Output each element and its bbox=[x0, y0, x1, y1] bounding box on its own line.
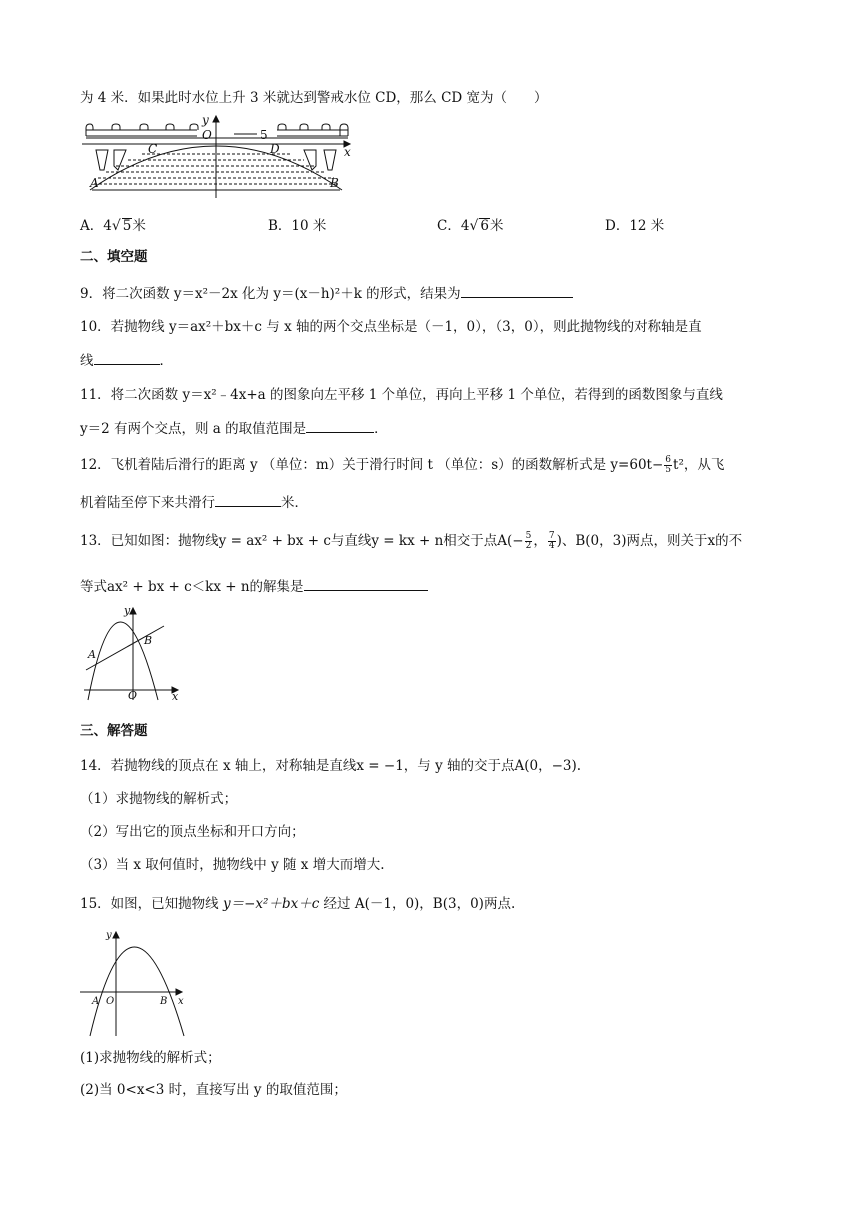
q8-option-d: D．12 米 bbox=[605, 218, 665, 234]
bridge-label-b: B bbox=[330, 176, 339, 190]
q10-line2: 线 ． bbox=[80, 350, 173, 371]
q11-line1: 11．将二次函数 y＝x²﹣4x+a 的图象向左平移 1 个单位，再向上平移 1 个单位，若得到的函数图象与直线 bbox=[80, 387, 723, 403]
q10-line1: 10．若抛物线 y＝ax²＋bx＋c 与 x 轴的两个交点坐标是（－1，0），（3，0），则此抛物线的对称轴是直 bbox=[80, 319, 702, 335]
bridge-label-a: A bbox=[90, 176, 99, 190]
q8-text: 为 4 米．如果此时水位上升 3 米就达到警戒水位 CD，那么 CD 宽为（ ） bbox=[80, 90, 548, 106]
q8-option-a: A．4√ 5米 bbox=[80, 218, 146, 234]
q13-graph-figure bbox=[84, 604, 184, 703]
bridge-figure bbox=[82, 112, 357, 198]
section-solution-heading: 三、解答题 bbox=[80, 723, 148, 739]
q9-text: 9．将二次函数 y＝x²－2x 化为 y＝(x－h)²＋k 的形式，结果为 bbox=[80, 283, 573, 304]
q13-label-o: O bbox=[128, 689, 138, 702]
q13-line1: 13．已知如图：抛物线y = ax² + bx + c与直线y = kx + n相交于点A(− $\frac{5}{2}$ ， $\frac{7}{4}$ )、B(0，3)两点，则关于x的不 bbox=[80, 531, 743, 551]
q11-line2: y＝2 有两个交点，则 a 的取值范围是 ． bbox=[80, 418, 388, 439]
q15-label-b: B bbox=[160, 996, 168, 1007]
q14-part2: （2）写出它的顶点坐标和开口方向； bbox=[80, 824, 305, 840]
q12-line2: 机着陆至停下来共滑行 米． bbox=[80, 492, 308, 513]
q13-label-y: y bbox=[124, 604, 131, 617]
q13-answer-blank bbox=[304, 576, 428, 591]
q15-part1: (1)求抛物线的解析式； bbox=[80, 1050, 221, 1066]
q8-option-c: C．4√ 6米 bbox=[437, 218, 504, 234]
q9-answer-blank bbox=[461, 283, 573, 298]
bridge-label-c: C bbox=[148, 142, 158, 156]
bridge-label-y: y bbox=[202, 113, 209, 127]
q14-part3: （3）当 x 取何值时，抛物线中 y 随 x 增大而增大. bbox=[80, 857, 385, 873]
q12-answer-blank bbox=[215, 492, 281, 507]
bridge-label-d: D bbox=[270, 142, 280, 156]
q14-part1: （1）求抛物线的解析式； bbox=[80, 791, 238, 807]
q15-label-o: O bbox=[106, 996, 115, 1007]
q15-graph-figure bbox=[80, 928, 190, 1036]
bridge-label-o: O bbox=[202, 128, 212, 142]
q13-label-b: B bbox=[144, 634, 153, 647]
q15-stem: 15．如图，已知抛物线 y＝−x²＋bx＋c 经过 A(－1，0)，B(3，0)两点. bbox=[80, 896, 516, 912]
q13-line2: 等式ax² + bx + c＜kx + n的解集是 bbox=[80, 576, 428, 597]
q11-answer-blank bbox=[306, 418, 374, 433]
q15-label-a: A bbox=[92, 996, 100, 1007]
q12-line1: 12．飞机着陆后滑行的距离 y （单位：m）关于滑行时间 t （单位：s）的函数解析式是 y=60t− $\frac{6}{5}$ t²，从飞 bbox=[80, 455, 725, 475]
q13-label-a: A bbox=[88, 648, 96, 661]
q14-stem: 14．若抛物线的顶点在 x 轴上，对称轴是直线x = −1，与 y 轴的交于点A(0，−3). bbox=[80, 758, 582, 774]
bridge-label-five: 5 bbox=[260, 128, 268, 142]
q15-label-y: y bbox=[106, 930, 112, 941]
q8-option-b: B．10 米 bbox=[268, 218, 327, 234]
q15-label-x: x bbox=[178, 996, 184, 1007]
q10-answer-blank bbox=[94, 350, 160, 365]
q13-label-x: x bbox=[172, 690, 179, 703]
q15-part2: (2)当 0<x<3 时，直接写出 y 的取值范围； bbox=[80, 1082, 347, 1098]
bridge-label-x: x bbox=[344, 145, 351, 159]
section-fill-in-heading: 二、填空题 bbox=[80, 249, 148, 265]
